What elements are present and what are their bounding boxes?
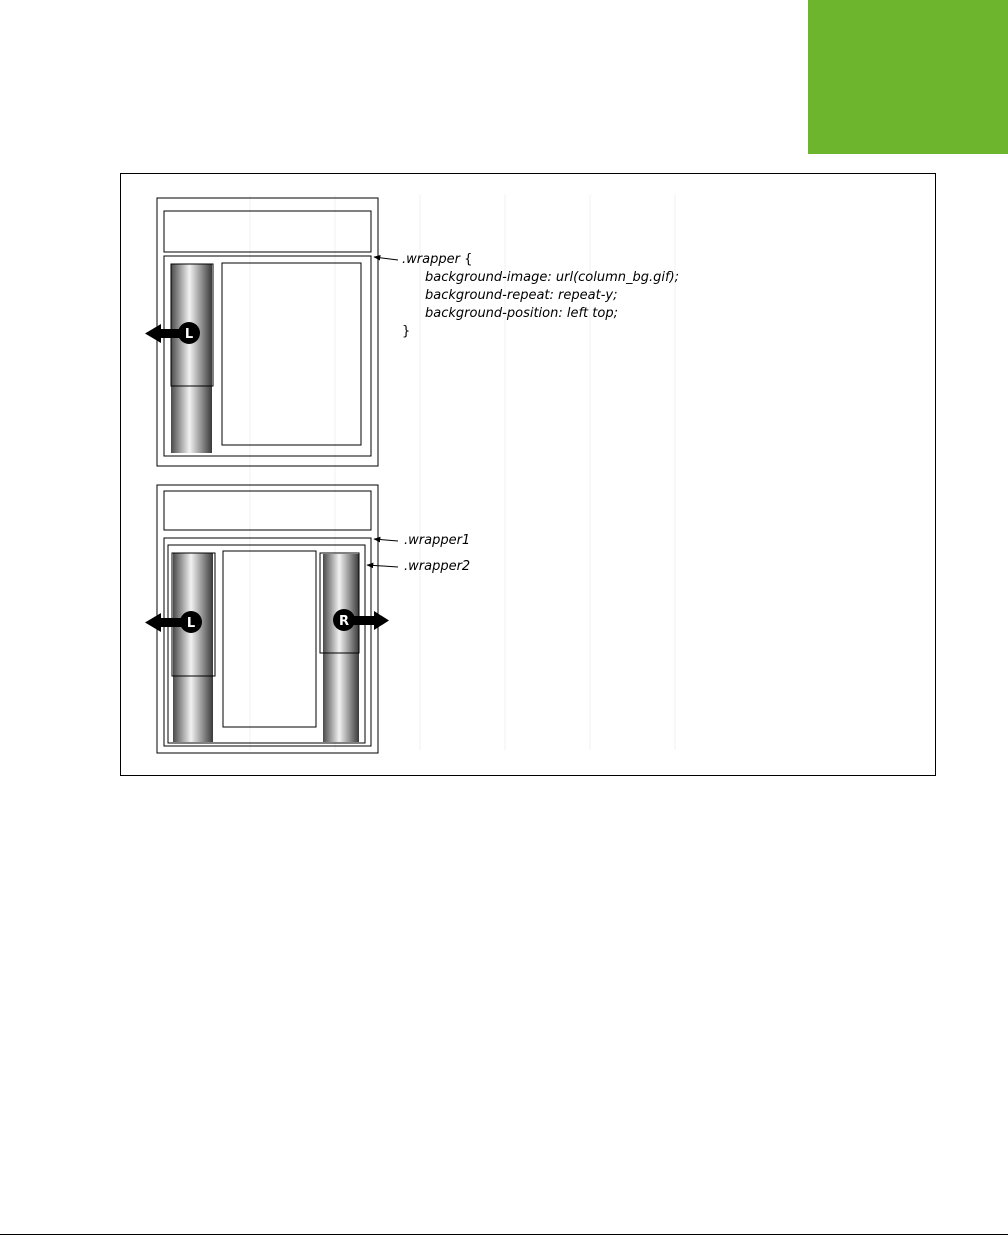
lower-right-marker [333,609,389,631]
code-open-brace: { [464,252,473,267]
page-bottom-rule [0,1234,1008,1235]
wrapper2-pointer-arrow [367,565,398,567]
lower-header-box [164,491,371,530]
upper-header-box [164,211,371,252]
lower-left-marker-letter: L [186,616,196,631]
lower-content-box [223,551,316,727]
code-line-1: background-image: url(column_bg.gif); [425,270,680,285]
lower-right-marker-letter: R [338,614,350,629]
wrapper1-label: .wrapper1 [404,533,471,548]
code-selector: .wrapper [402,252,460,267]
code-line-3: background-position: left top; [425,306,618,321]
lower-right-column [323,554,359,742]
upper-content-box [222,263,361,445]
code-line-2: background-repeat: repeat-y; [425,288,618,303]
code-close-brace: } [402,324,411,339]
lower-left-column [173,553,213,742]
upper-left-marker-letter: L [184,327,194,342]
wrapper2-label: .wrapper2 [404,559,471,574]
wrapper-css-code [402,251,472,269]
upper-left-column [171,264,212,453]
